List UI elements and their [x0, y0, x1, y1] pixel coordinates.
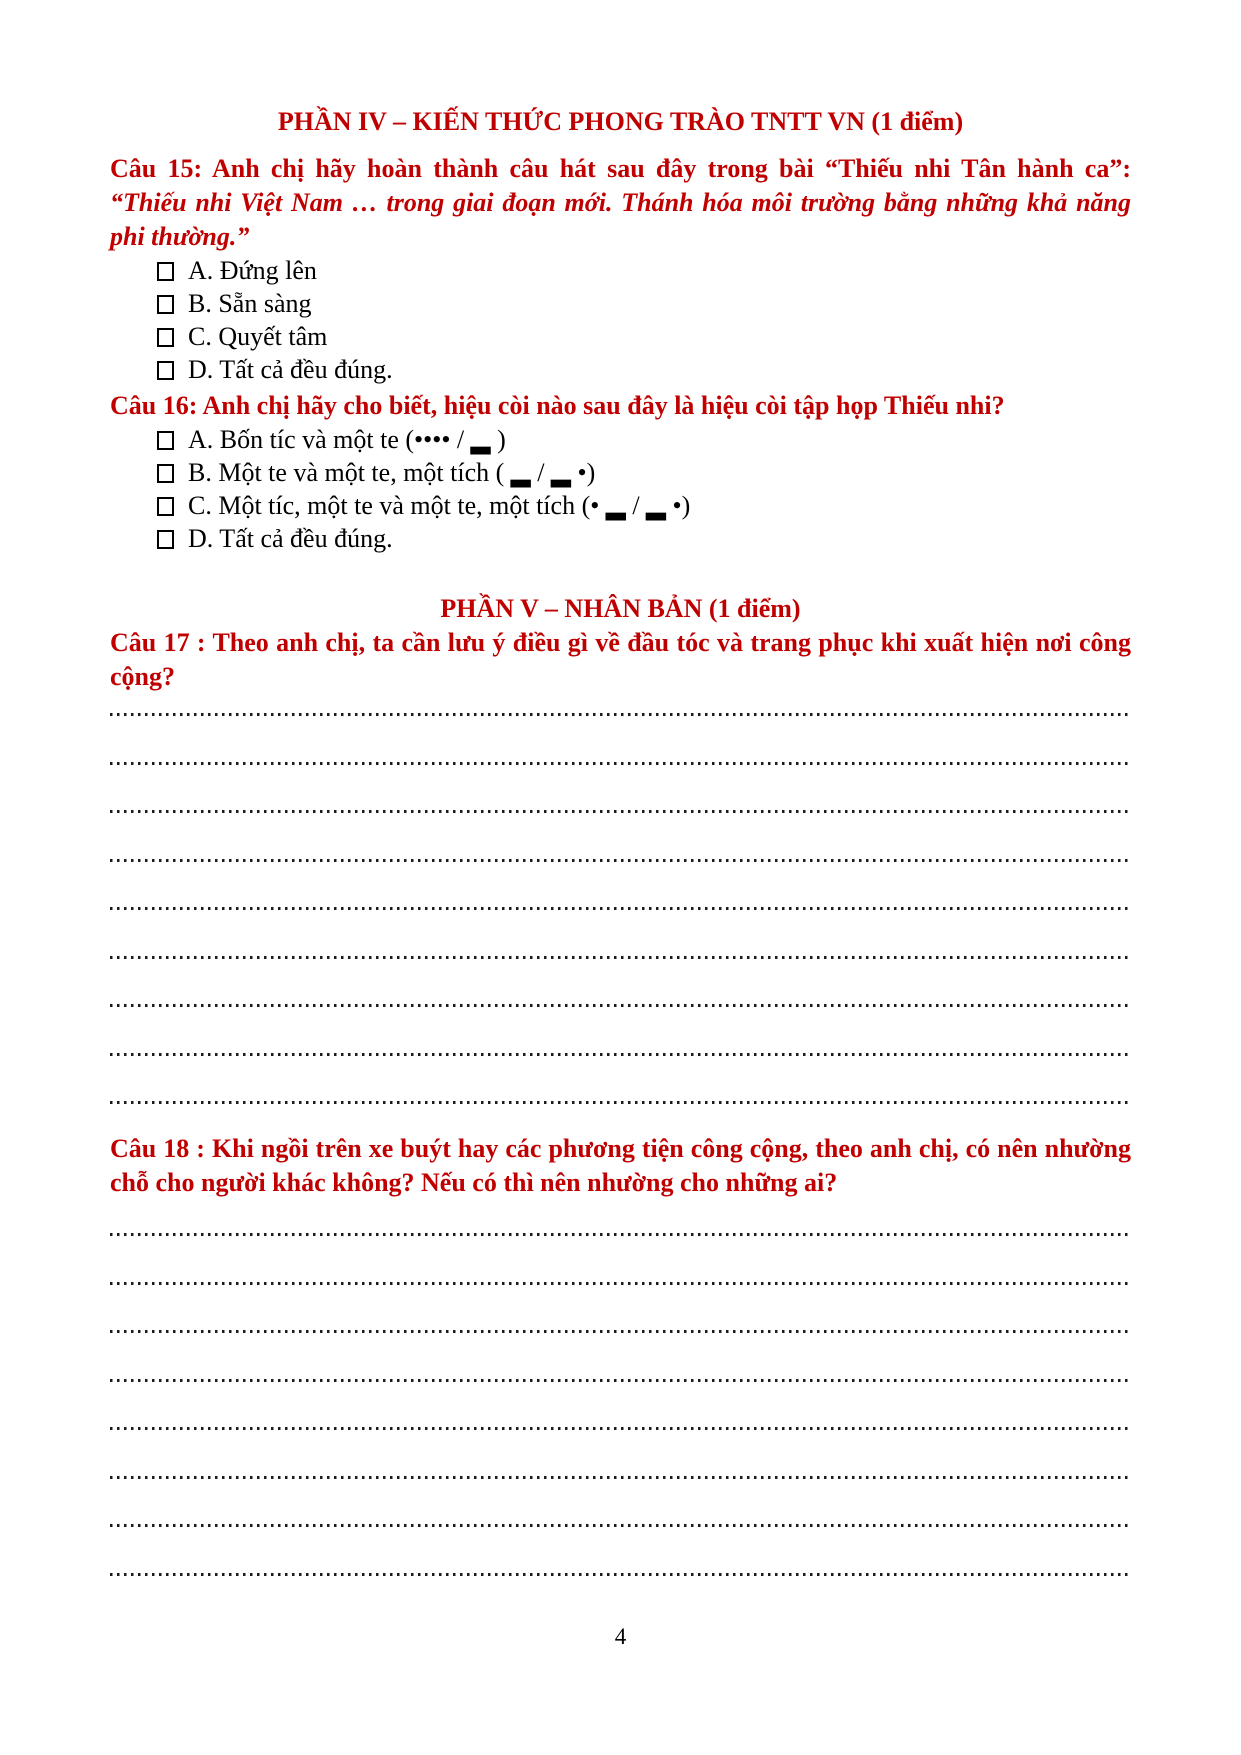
q15-options — [110, 254, 1131, 386]
answer-checkbox[interactable] — [157, 262, 174, 281]
q15-option-c-label: C. Quyết tâm — [188, 322, 328, 351]
q16-label: Câu 16: — [110, 391, 198, 420]
answer-checkbox[interactable] — [157, 328, 174, 347]
q15-question — [110, 152, 1131, 254]
answer-line[interactable] — [110, 1287, 1131, 1336]
answer-line[interactable] — [110, 694, 1131, 718]
q15-option-c — [157, 320, 1131, 353]
q16-option-d-label: D. Tất cả đều đúng. — [188, 524, 393, 553]
q16-option-a — [157, 423, 1131, 456]
answer-line[interactable] — [110, 1238, 1131, 1287]
answer-checkbox[interactable] — [157, 464, 174, 483]
q18-text: Khi ngồi trên xe buýt hay các phương tiện công cộng, theo anh chị, có nên nhường chỗ cho người khác không? Nếu có thì nên nhường cho những ai? — [110, 1134, 1131, 1197]
q15-option-d-label: D. Tất cả đều đúng. — [188, 355, 393, 384]
answer-checkbox[interactable] — [157, 431, 174, 450]
q16-option-d — [157, 522, 1131, 555]
answer-line[interactable] — [110, 1058, 1131, 1107]
q16-option-b-label: B. Một te và một te, một tích ( ▂ / ▂ •) — [188, 458, 596, 487]
q17-question — [110, 626, 1131, 694]
answer-line[interactable] — [110, 1481, 1131, 1530]
exam-page — [110, 0, 1131, 1652]
q17-answer-area — [110, 694, 1131, 1106]
page-number: 4 — [614, 1623, 627, 1649]
q17-label: Câu 17 : — [110, 628, 206, 657]
q17-text: Theo anh chị, ta cần lưu ý điều gì về đầu tóc và trang phục khi xuất hiện nơi công cộng? — [110, 628, 1131, 691]
q18-answer-area — [110, 1200, 1131, 1578]
answer-line[interactable] — [110, 912, 1131, 961]
answer-line[interactable] — [110, 961, 1131, 1010]
q16-option-a-label: A. Bốn tíc và một te (•••• / ▂ ) — [188, 425, 506, 454]
q16-option-c-label: C. Một tíc, một te và một te, một tích (• ▂ / ▂ •) — [188, 491, 691, 520]
q15-option-a-label: A. Đứng lên — [188, 256, 317, 285]
q15-label: Câu 15: — [110, 154, 203, 183]
answer-line[interactable] — [110, 1200, 1131, 1238]
q16-options — [110, 423, 1131, 555]
answer-checkbox[interactable] — [157, 530, 174, 549]
q15-intro: Anh chị hãy hoàn thành câu hát sau đây trong bài “Thiếu nhi Tân hành ca”: — [211, 154, 1131, 183]
q15-option-b-label: B. Sẵn sàng — [188, 289, 312, 318]
q15-option-b — [157, 287, 1131, 320]
part5-title: PHẦN V – NHÂN BẢN (1 điểm) — [440, 594, 801, 623]
part4-title: PHẦN IV – KIẾN THỨC PHONG TRÀO TNTT VN (1 điểm) — [277, 107, 964, 136]
answer-checkbox[interactable] — [157, 361, 174, 380]
answer-line[interactable] — [110, 1335, 1131, 1384]
q16-question — [110, 389, 1131, 423]
answer-line[interactable] — [110, 1432, 1131, 1481]
q15-option-d — [157, 353, 1131, 386]
q15-option-a — [157, 254, 1131, 287]
answer-line[interactable] — [110, 1009, 1131, 1058]
q16-text: Anh chị hãy cho biết, hiệu còi nào sau đây là hiệu còi tập họp Thiếu nhi? — [202, 391, 1005, 420]
answer-line[interactable] — [110, 864, 1131, 913]
q18-question — [110, 1132, 1131, 1200]
answer-line[interactable] — [110, 815, 1131, 864]
q15-quote: “Thiếu nhi Việt Nam … trong giai đoạn mới. Thánh hóa môi trường bằng những khả năng phi thường.” — [110, 188, 1131, 251]
q16-option-b — [157, 456, 1131, 489]
answer-line[interactable] — [110, 1384, 1131, 1433]
q16-option-c — [157, 489, 1131, 522]
answer-line[interactable] — [110, 767, 1131, 816]
answer-checkbox[interactable] — [157, 497, 174, 516]
q18-label: Câu 18 : — [110, 1134, 205, 1163]
answer-checkbox[interactable] — [157, 295, 174, 314]
answer-line[interactable] — [110, 718, 1131, 767]
answer-line[interactable] — [110, 1529, 1131, 1578]
